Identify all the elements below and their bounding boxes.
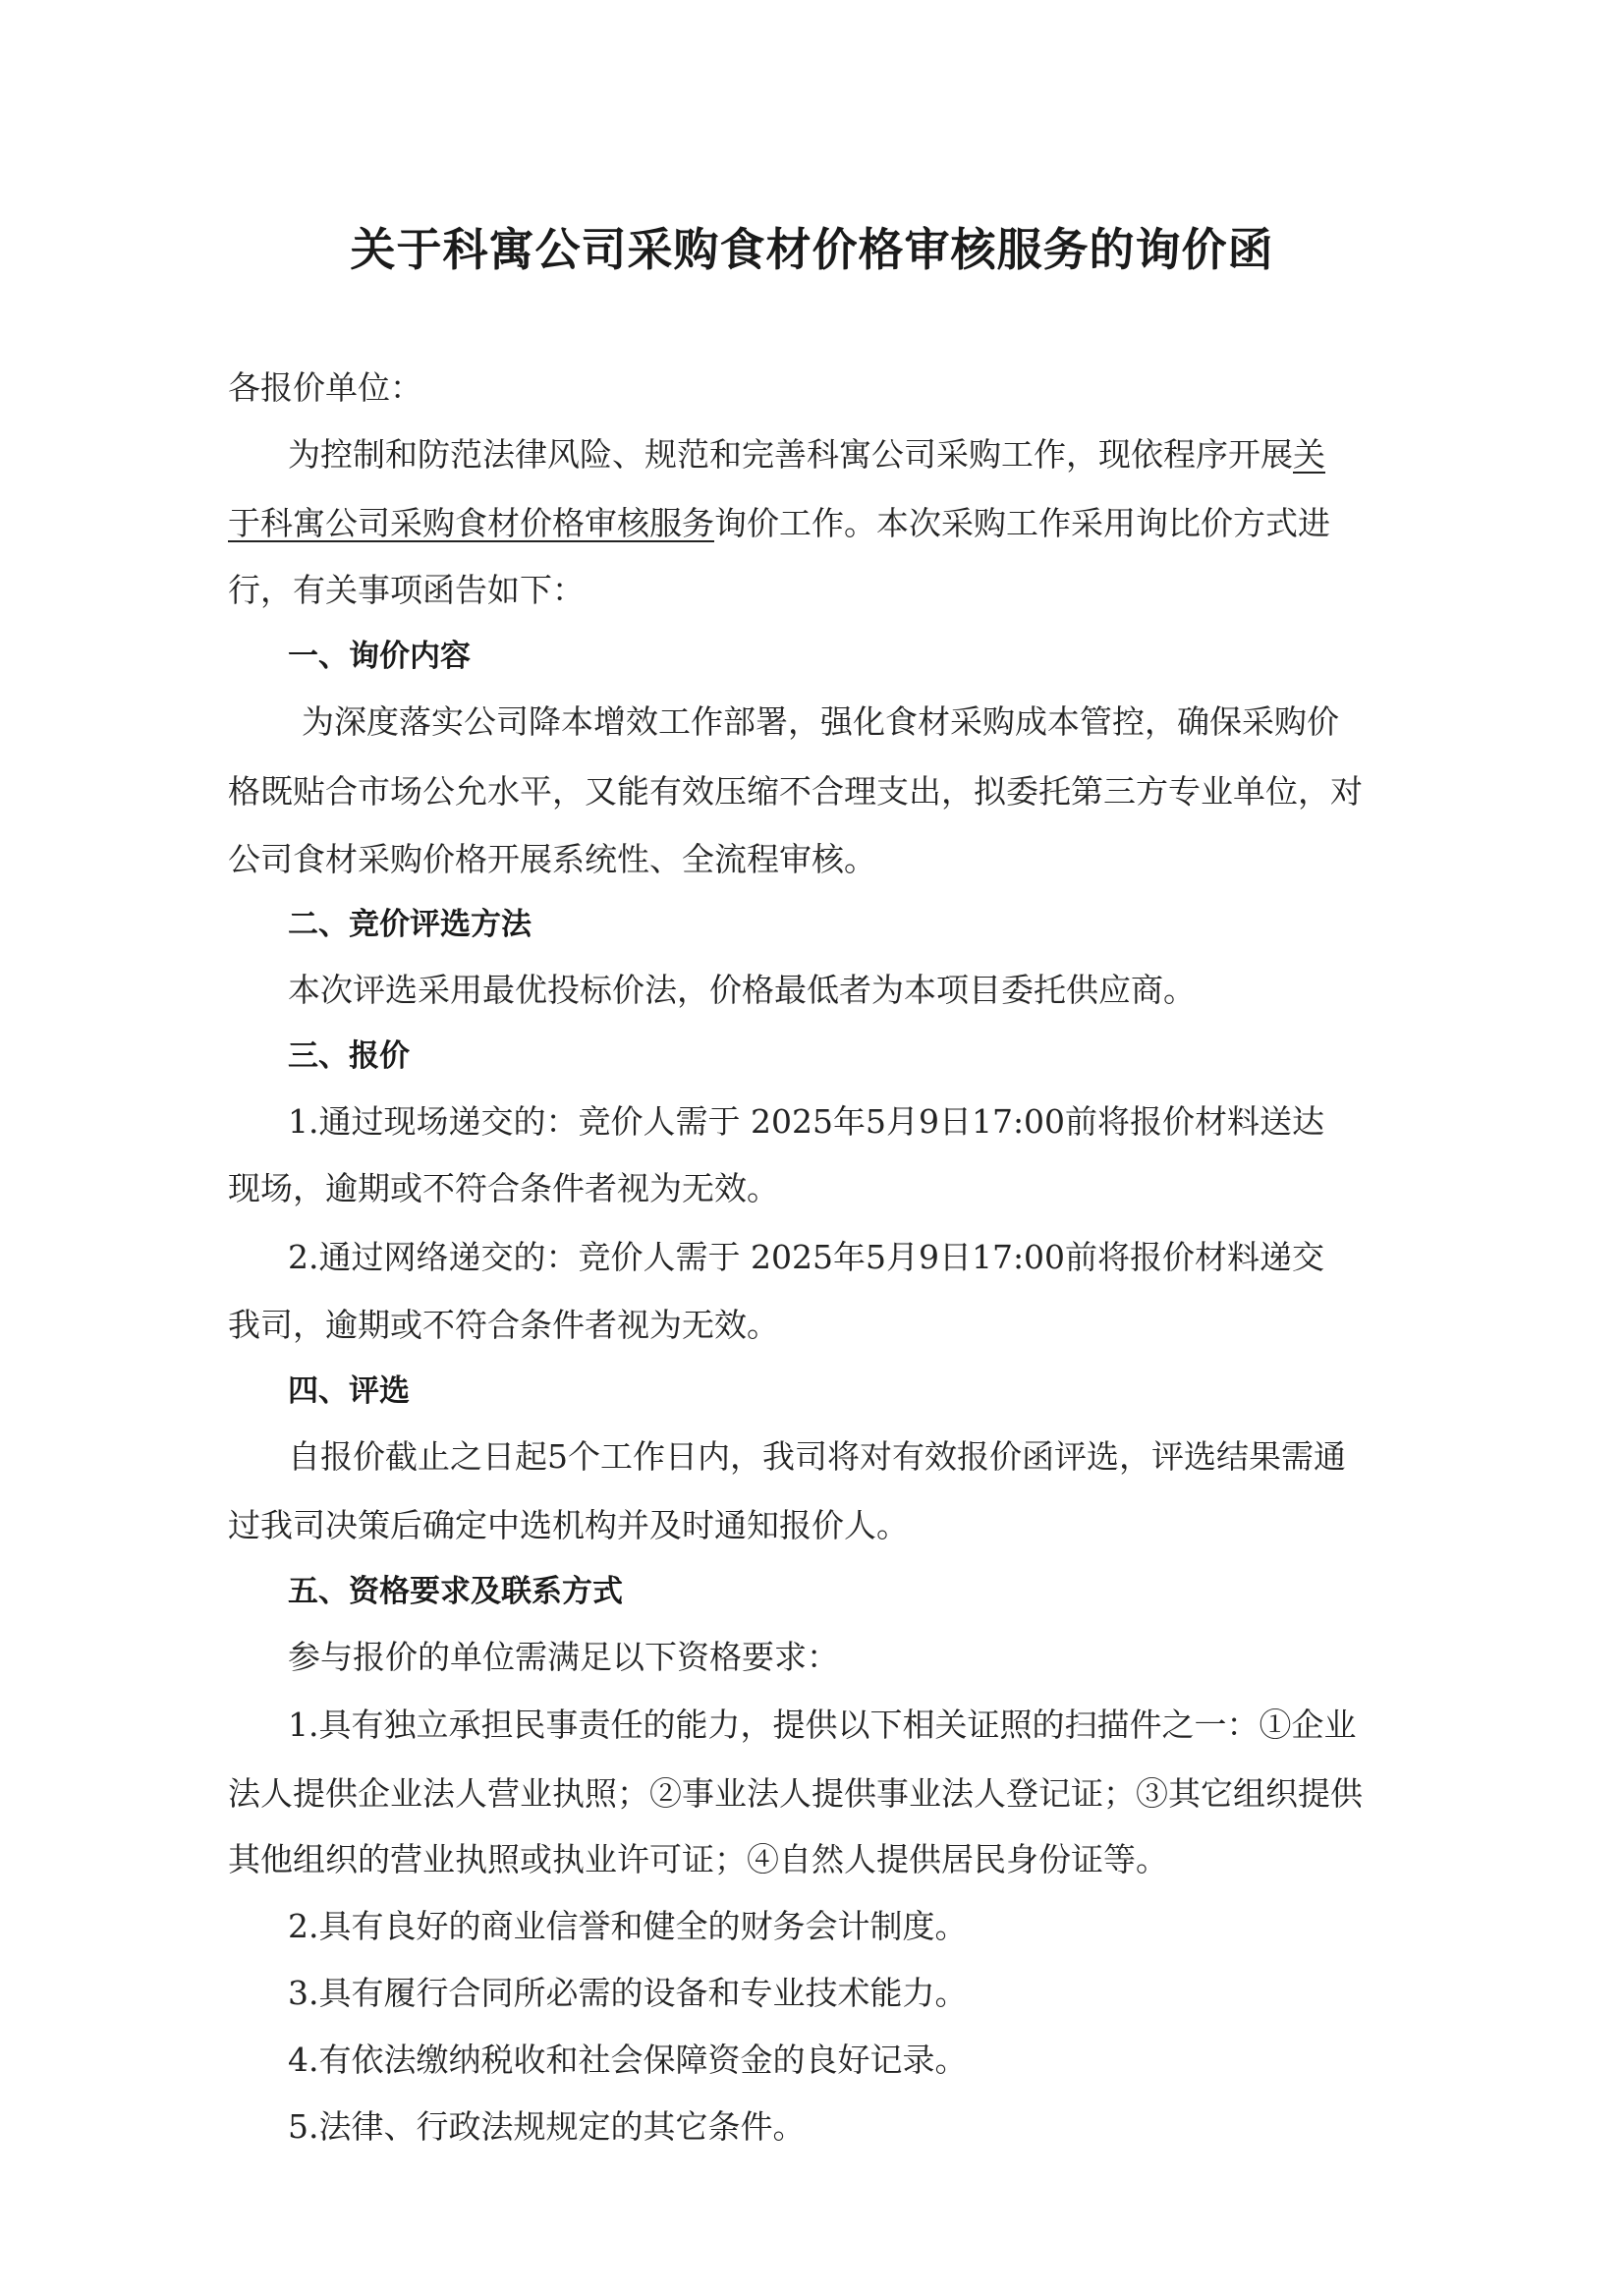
paragraph-line: 公司食材采购价格开展系统性、全流程审核。 (228, 840, 876, 878)
intro-text: 询价工作。本次采购工作采用询比价方式进 (714, 504, 1330, 542)
paragraph-line: 2.具有良好的商业信誉和健全的财务会计制度。 (288, 1907, 968, 1945)
paragraph-line: 1.具有独立承担民事责任的能力，提供以下相关证照的扫描件之一：①企业 (288, 1706, 1357, 1744)
paragraph-line: 本次评选采用最优投标价法，价格最低者为本项目委托供应商。 (288, 971, 1196, 1009)
paragraph-line: 自报价截止之日起5个工作日内，我司将对有效报价函评选，评选结果需通 (288, 1437, 1346, 1476)
paragraph-line: 3.具有履行合同所必需的设备和专业技术能力。 (288, 1974, 968, 2012)
paragraph-line: 4.有依法缴纳税收和社会保障资金的良好记录。 (288, 2041, 968, 2079)
paragraph-line: 其他组织的营业执照或执业许可证；④自然人提供居民身份证等。 (228, 1840, 1168, 1878)
paragraph-line: 参与报价的单位需满足以下资格要求： (288, 1638, 839, 1676)
project-name-underlined: 关 (1293, 435, 1325, 474)
intro-line-2 (228, 501, 1330, 546)
paragraph-line: 5.法律、行政法规规定的其它条件。 (288, 2107, 806, 2146)
intro-text: 为控制和防范法律风险、规范和完善科寓公司采购工作，现依程序开展 (288, 435, 1293, 474)
section-heading: 五、资格要求及联系方式 (288, 1574, 623, 1609)
paragraph-line: 为深度落实公司降本增效工作部署，强化食材采购成本管控，确保采购价 (302, 702, 1339, 741)
section-heading: 四、评选 (288, 1373, 410, 1409)
section-heading: 二、竞价评选方法 (288, 907, 532, 942)
section-heading: 三、报价 (288, 1038, 410, 1074)
project-name-underlined: 于科寓公司采购食材价格审核服务 (228, 504, 714, 542)
intro-line-3: 行，有关事项函告如下： (228, 571, 585, 609)
paragraph-line: 现场，逾期或不符合条件者视为无效。 (228, 1169, 779, 1207)
salutation: 各报价单位： (228, 368, 422, 407)
paragraph-line: 我司，逾期或不符合条件者视为无效。 (228, 1306, 779, 1344)
paragraph-line: 1.通过现场递交的：竞价人需于 2025年5月9日17:00前将报价材料送达 (288, 1102, 1325, 1141)
paragraph-line: 过我司决策后确定中选机构并及时通知报价人。 (228, 1506, 909, 1544)
paragraph-line: 2.通过网络递交的：竞价人需于 2025年5月9日17:00前将报价材料递交 (288, 1238, 1325, 1276)
page-title: 关于科寓公司采购食材价格审核服务的询价函 (350, 223, 1274, 276)
paragraph-line: 法人提供企业法人营业执照；②事业法人提供事业法人登记证；③其它组织提供 (228, 1774, 1363, 1813)
paragraph-line: 格既贴合市场公允水平，又能有效压缩不合理支出，拟委托第三方专业单位，对 (228, 772, 1363, 811)
intro-line-1 (288, 432, 1325, 477)
section-heading: 一、询价内容 (288, 639, 471, 674)
